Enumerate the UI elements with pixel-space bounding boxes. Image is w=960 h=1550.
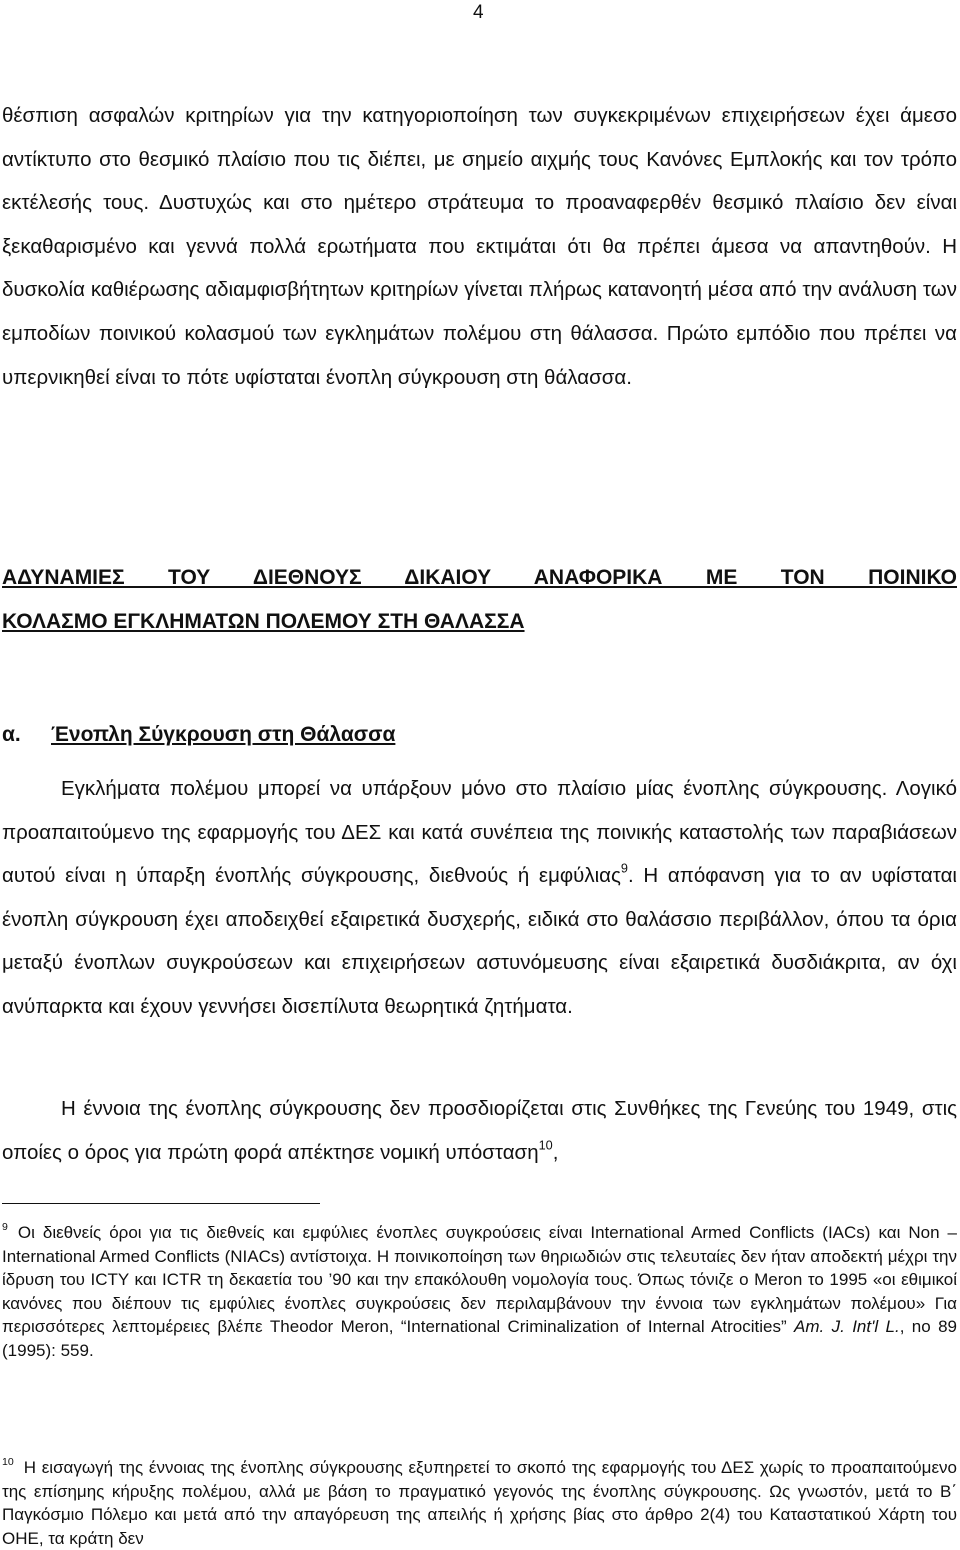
section-heading-continued: ΚΟΛΑΣΜΟ ΕΓΚΛΗΜΑΤΩΝ ΠΟΛΕΜΟΥ ΣΤΗ ΘΑΛΑΣΣΑ xyxy=(2,610,525,633)
body-paragraph: θέσπιση ασφαλών κριτηρίων για την κατηγοριοποίηση των συγκεκριμένων επιχειρήσεων έχει άμεσο αντίκτυπο στο θεσμικό πλαίσιο που τις διέπει, με σημείο αιχμής τους Κανόνες Εμπλοκής και τον τρόπο εκτέλεσής τους. Δυστυχώς και στο ημέτερο στράτευμα το προαναφερθέν θεσμικό πλαίσιο δεν είναι ξεκαθαρισμένο και γεννά πολλά ερωτήματα που εκτιμάται ότι θα πρέπει άμεσα να απαντηθούν. Η δυσκολία καθιέρωσης αδιαμφισβήτητων κριτηρίων γίνεται πλήρως κατανοητή μέσα από την ανάλυση των εμποδίων ποινικού κολασμού των εγκλημάτων πολέμου στη θάλασσα. Πρώτο εμπόδιο που πρέπει να υπερνικηθεί είναι το πότε υφίσταται ένοπλη σύγκρουση στη θάλασσα. xyxy=(2,104,957,389)
footnote-separator xyxy=(2,1203,320,1204)
footnote-text: Η εισαγωγή της έννοιας της ένοπλης σύγκρουσης εξυπηρετεί το σκοπό της εφαρμογής του ΔΕΣ χωρίς το προαπαιτούμενο της επίσημης κήρυξης πολέμου, αλλά με βάση το πραγματικό γεγονός της ένοπλης σύγκρουσης. Ως γνωστόν, μετά το Β΄ Παγκόσμιο Πόλεμο και μετά από την απαγόρευση της απειλής ή χρήσης βίας στο άρθρο 2(4) του Καταστατικού Χάρτη του ΟΗΕ, τα κράτη δεν xyxy=(2,1458,957,1548)
footnote-reference[interactable]: 10 xyxy=(538,1137,553,1153)
footnote-text-end: , no 89 (1995): 559. xyxy=(2,1317,957,1360)
paragraph-text: Η έννοια της ένοπλης σύγκρουσης δεν προσδιορίζεται στις Συνθήκες της Γενεύης του 1949, στις οποίες ο όρος για πρώτη φορά απέκτησε νομική υπόσταση xyxy=(2,1097,957,1164)
paragraph-text: , xyxy=(552,1140,559,1164)
journal-title: Am. J. Int'l L. xyxy=(794,1317,900,1337)
footnote-10 xyxy=(2,1456,957,1550)
footnote-mark: 9 xyxy=(2,1221,8,1234)
subsection-title: Ένοπλη Σύγκρουση στη Θάλασσα xyxy=(51,723,396,746)
page-number: 4 xyxy=(473,2,484,23)
paragraph-text: Εγκλήματα πολέμου μπορεί να υπάρξουν μόνο στο πλαίσιο μίας ένοπλης σύγκρουσης. Λογικό προαπαιτούμενο της εφαρμογής του ΔΕΣ και κατά συνέπεια της ποινικής καταστολής των παραβιάσεων αυτού είναι η ύπαρξη ένοπλής σύγκρουσης, διεθνούς ή εμφύλιας xyxy=(2,777,957,888)
footnote-mark: 10 xyxy=(2,1456,14,1469)
subsection-heading xyxy=(2,713,395,756)
footnote-text: Οι διεθνείς όροι για τις διεθνείς και εμφύλιες ένοπλες συγκρούσεις είναι International Armed Conflicts (IACs) και Non – International Armed Conflicts (NIACs) αντίστοιχα. Η ποινικοποίηση των θηριωδιών στις τελευταίες δεν ήταν αποδεκτή μέχρι την ίδρυση του ICTY και ICTR τη δεκαετία του ’90 και την επακόλουθη νομολογία τους. Όπως τόνιζε ο Meron το 1995 «οι εθιμικοί κανόνες που διέπουν τις εμφύλιες ένοπλες συγκρούσεις δεν περιλαμβάνουν την έννοια των εγκλημάτων πολέμου» Για περισσότερες λεπτομέρειες βλέπε Theodor Meron, “International Criminalization of Internal Atrocities” xyxy=(2,1223,957,1337)
footnote-reference[interactable]: 9 xyxy=(620,860,628,876)
footnote-9 xyxy=(2,1221,957,1363)
body-paragraph xyxy=(2,1087,957,1174)
section-heading: ΑΔΥΝΑΜΙΕΣ ΤΟΥ ΔΙΕΘΝΟΥΣ ΔΙΚΑΙΟΥ ΑΝΑΦΟΡΙΚΑ ΜΕ ΤΟΝ ΠΟΙΝΙΚΟ xyxy=(2,566,957,589)
body-paragraph xyxy=(2,767,957,1029)
subsection-number: α. xyxy=(2,723,21,746)
paragraph-text: . Η απόφανση για το αν υφίσταται ένοπλη σύγκρουση έχει αποδειχθεί εξαιρετικά δυσχερής, ειδικά στο θαλάσσιο περιβάλλον, όπου τα όρια μεταξύ ένοπλων συγκρούσεων και επιχειρήσεων αστυνόμευσης είναι εξαιρετικά δυσδιάκριτα, αν όχι ανύπαρκτα και έχουν γεννήσει δισεπίλυτα θεωρητικά ζητήματα. xyxy=(2,864,957,1018)
